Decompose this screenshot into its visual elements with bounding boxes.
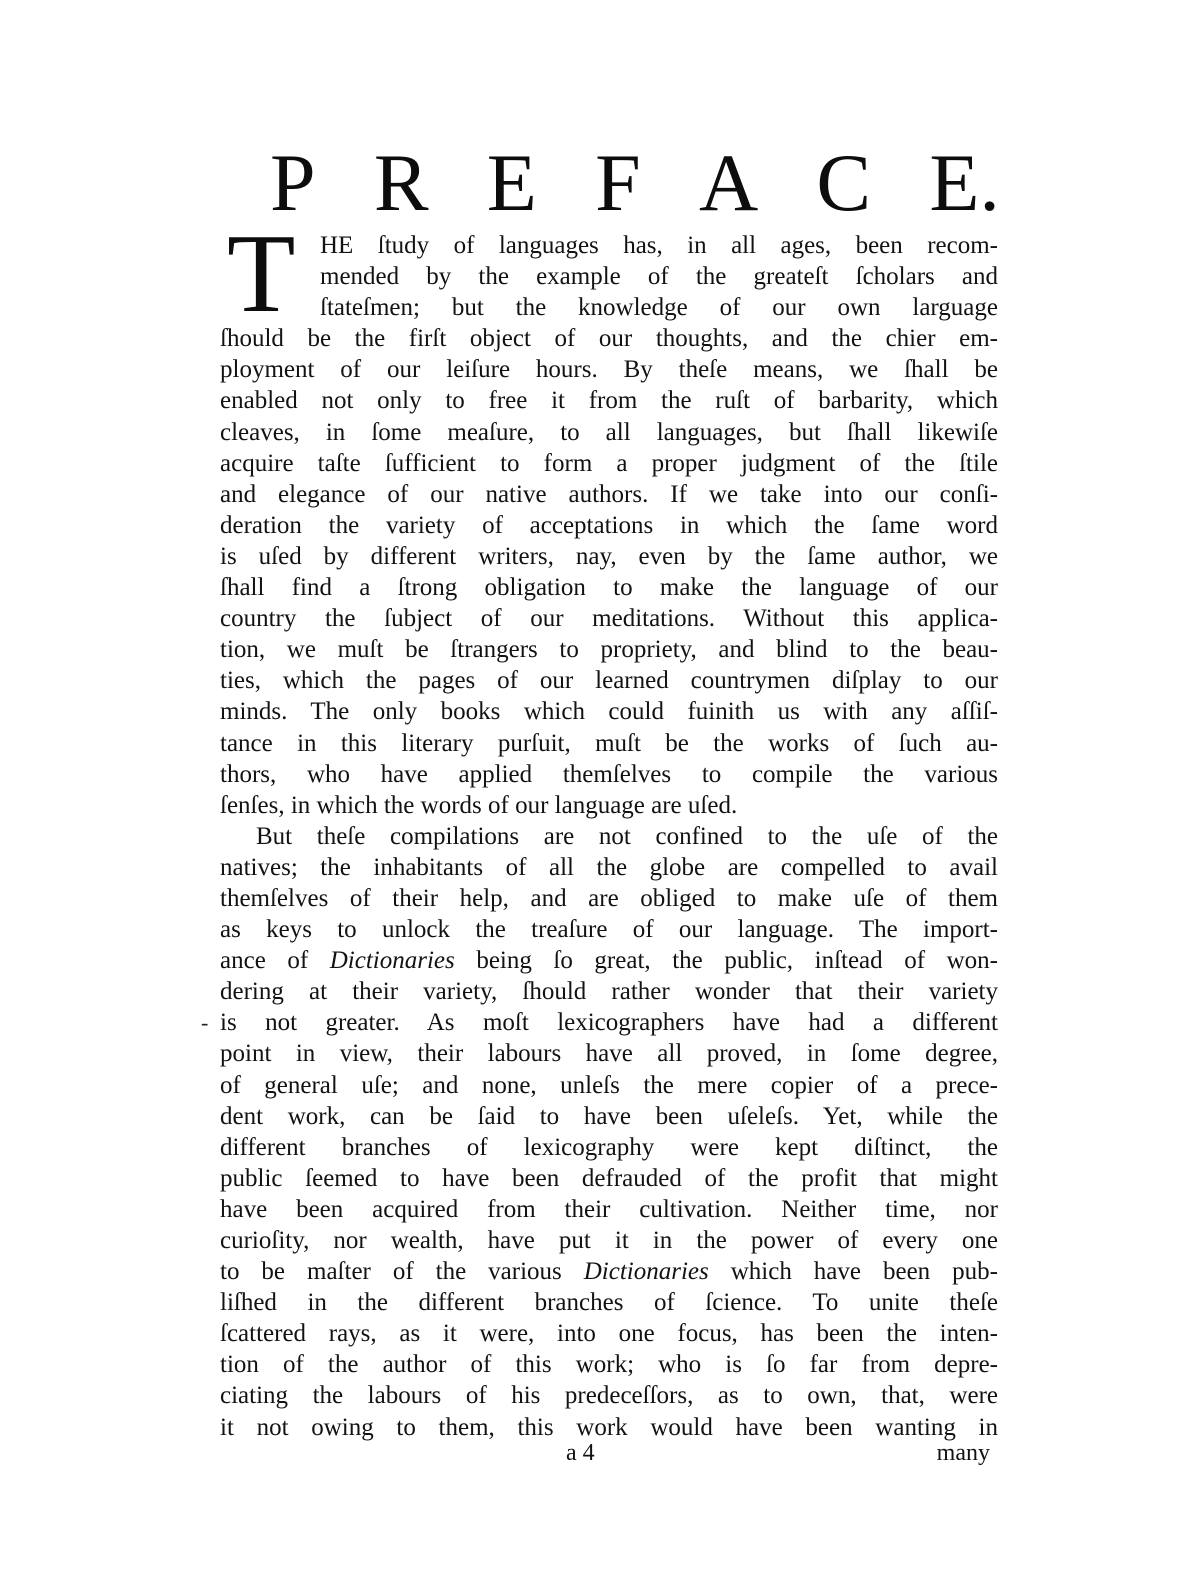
text-line-17: tance in this literary purſuit, muſt be the works of ſuch au- [220, 729, 998, 757]
text-line-14: tion, we muſt be ſtrangers to propriety, and blind to the beau- [220, 636, 998, 664]
preface-title [270, 138, 1000, 228]
text-line-12: ſhall find a ſtrong obligation to make the language of our [220, 574, 998, 602]
title-letter-p: P [270, 137, 316, 228]
margin-mark: - [201, 1010, 209, 1035]
text-line-3: ſtateſmen; but the knowledge of our own larguage [320, 294, 998, 322]
text-line-37: tion of the author of this work; who is ſo far from depre- [220, 1351, 998, 1379]
text-line-34: to be maſter of the various Dictionaries which have been pub- [220, 1258, 998, 1286]
text-line-30: different branches of lexicography were kept diſtinct, the [220, 1133, 998, 1161]
text-line-1: HE ſtudy of languages has, in all ages, been recom- [320, 232, 998, 259]
title-letter-r: R [373, 137, 429, 228]
text-line-26: is not greater. As moſt lexicographers have had a different [220, 1009, 998, 1037]
text-line-21: natives; the inhabitants of all the globe are compelled to avail [220, 853, 998, 881]
text-line-29: dent work, can be ſaid to have been uſeleſs. Yet, while the [220, 1102, 998, 1130]
signature-mark: a 4 [566, 1440, 595, 1466]
text-line-11: is uſed by different writers, nay, even by the ſame author, we [220, 542, 998, 570]
text-line-38: ciating the labours of his predeceſſors, as to own, that, were [220, 1382, 998, 1410]
text-line-15: ties, which the pages of our learned countrymen diſplay to our [220, 667, 998, 695]
preface-body [220, 230, 998, 1443]
italic-dictionaries: Dictionaries [329, 947, 455, 975]
text-line-33: curioſity, nor wealth, have put it in the power of every one [220, 1227, 998, 1254]
catchword: many [936, 1440, 990, 1466]
title-letter-c: C [816, 137, 872, 228]
text-line-20: But theſe compilations are not confined to the uſe of the [256, 822, 998, 850]
text-line-35: liſhed in the different branches of ſcience. To unite theſe [220, 1289, 998, 1317]
text-line-9: and elegance of our native authors. If we take into our conſi- [220, 480, 998, 508]
text-line-5: ployment of our leiſure hours. By theſe means, we ſhall be [220, 356, 998, 384]
text-line-10: deration the variety of acceptations in which the ſame word [220, 511, 998, 539]
title-letter-e-final: E. [929, 137, 1000, 228]
text-line-23: as keys to unlock the treaſure of our language. The import- [220, 916, 998, 944]
text-line-8: acquire taſte ſufficient to form a proper judgment of the ſtile [220, 449, 998, 477]
text-line-4: ſhould be the firſt object of our thoughts, and the chier em- [220, 325, 998, 353]
text-line-31: public ſeemed to have been defrauded of the profit that might [220, 1164, 998, 1192]
text-line-25: dering at their variety, ſhould rather wonder that their variety [220, 978, 998, 1006]
text-line-6: enabled not only to free it from the ruſt of barbarity, which [220, 387, 998, 415]
text-line-36: ſcattered rays, as it were, into one focus, has been the inten- [220, 1320, 998, 1348]
text-line-2: mended by the example of the greateſt ſcholars and [320, 263, 998, 291]
text-line-39: it not owing to them, this work would have been wanting in [220, 1413, 998, 1441]
text-line-19: ſenſes, in which the words of our language are uſed. [220, 791, 738, 819]
text-line-7: cleaves, in ſome meaſure, to all languages, but ſhall likewiſe [220, 418, 998, 446]
text-line-18: thors, who have applied themſelves to compile the various [220, 760, 998, 788]
text-line-24: ance of Dictionaries being ſo great, the public, inſtead of won- [220, 947, 998, 975]
text-line-32: have been acquired from their cultivation. Neither time, nor [220, 1195, 998, 1223]
title-letter-e: E [486, 137, 537, 228]
drop-cap: T [227, 212, 296, 336]
page-footer [220, 1440, 998, 1474]
title-letter-f: F [595, 137, 641, 228]
text-line-27: point in view, their labours have all proved, in ſome degree, [220, 1040, 998, 1068]
title-letter-a: A [698, 137, 759, 228]
italic-dictionaries: Dictionaries [583, 1258, 709, 1286]
text-line-22: themſelves of their help, and are obliged to make uſe of them [220, 884, 998, 912]
text-line-28: of general uſe; and none, unleſs the mere copier of a prece- [220, 1071, 998, 1099]
text-line-16: minds. The only books which could fuinith us with any aſſiſ- [220, 698, 998, 726]
text-line-13: country the ſubject of our meditations. Without this applica- [220, 605, 998, 633]
